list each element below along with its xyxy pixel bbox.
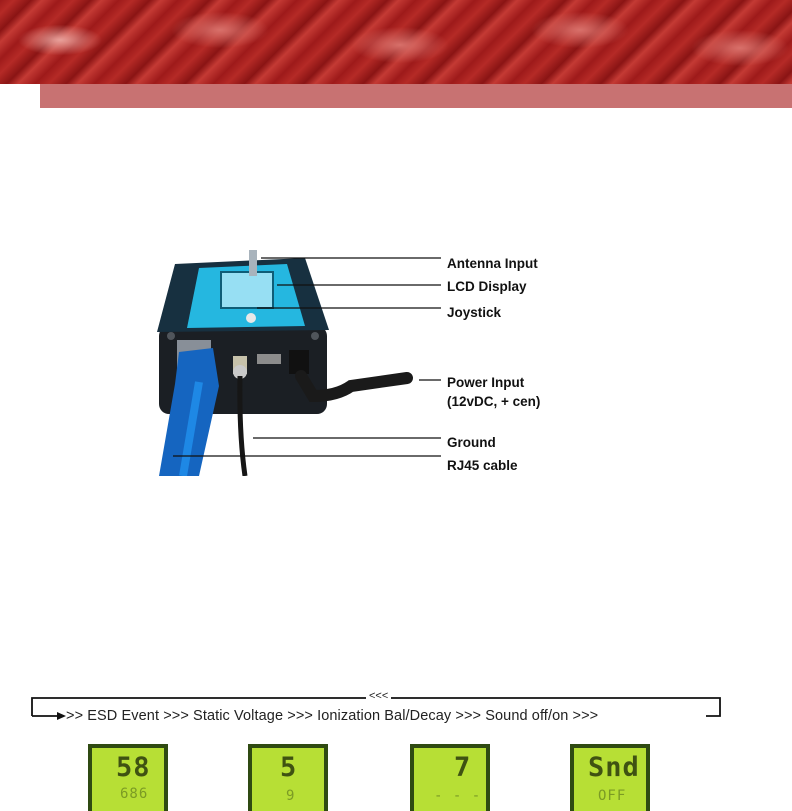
callout-power-input: Power Input — [447, 375, 525, 390]
arrow-head-icon — [57, 712, 66, 720]
header-band — [40, 84, 792, 108]
callout-rj45-cable: RJ45 cable — [447, 458, 518, 473]
lcd-sub-value: 686 — [120, 786, 149, 802]
callout-power-spec: (12vDC, + cen) — [447, 394, 541, 409]
device-photo — [137, 244, 569, 476]
lcd-ionization — [410, 744, 490, 811]
lcd-sound — [570, 744, 650, 811]
mode-cycle — [26, 688, 726, 726]
callout-joystick: Joystick — [447, 305, 502, 320]
return-marker: <<< — [366, 690, 391, 702]
callout-ground: Ground — [447, 435, 496, 450]
header-banner — [0, 0, 792, 84]
callout-lcd-display: LCD Display — [447, 279, 527, 294]
lcd-sub-value: 9 — [286, 788, 296, 804]
lcd-main-value: Snd — [588, 752, 640, 783]
lcd-esd-event — [88, 744, 168, 811]
lcd-sub-value: OFF — [598, 788, 627, 804]
lcd-main-value: 7 — [454, 752, 472, 783]
mode-sequence: >> ESD Event >>> Static Voltage >>> Ionization Bal/Decay >>> Sound off/on >>> — [66, 708, 599, 724]
lcd-main-value: 5 — [280, 752, 298, 783]
lcd-main-value: 58 — [116, 752, 151, 783]
lcd-static-voltage — [248, 744, 328, 811]
callout-antenna-input: Antenna Input — [447, 256, 538, 271]
lcd-sub-value: - - - — [434, 788, 482, 804]
